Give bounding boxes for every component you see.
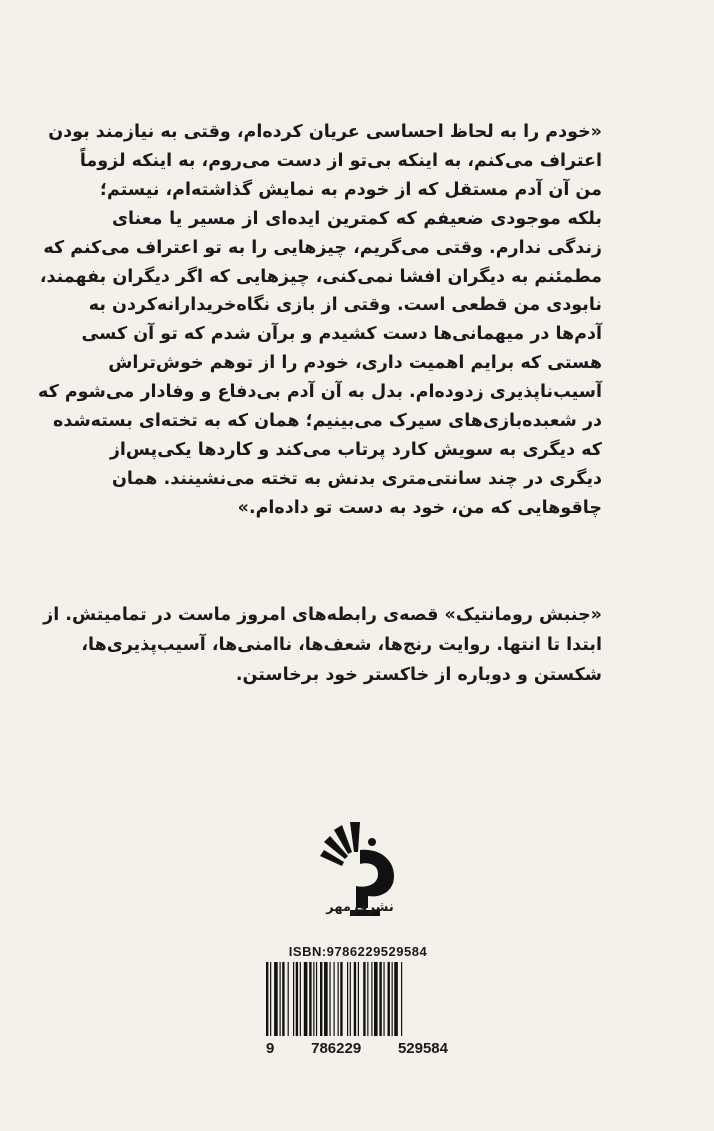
isbn-barcode xyxy=(262,962,452,1040)
barcode-bar xyxy=(316,962,317,1036)
barcode-digit-left: 9 xyxy=(266,1040,275,1057)
barcode-bar xyxy=(270,962,271,1036)
quote-line: چاقوهایی که من، خود به دست تو داده‌ام.» xyxy=(237,497,602,518)
barcode-bar xyxy=(340,962,342,1036)
barcode-bar xyxy=(309,962,311,1036)
quote-line: آسیب‌ناپذیری زدوده‌ام. بدل به آن آدم بی‌دفاع و وفادار می‌شوم که xyxy=(37,382,602,403)
barcode-bar xyxy=(371,962,372,1036)
barcode-bar xyxy=(266,962,268,1036)
barcode-bar xyxy=(392,962,393,1036)
barcode-bar xyxy=(296,962,298,1036)
quote-line: مطمئنم به دیگران افشا نمی‌کنی، چیزهایی که اگر دیگران بفهمند، xyxy=(39,266,602,287)
barcode-bar xyxy=(379,962,381,1036)
barcode-bar xyxy=(358,962,359,1036)
blurb-line: «جنبش رومانتیک» قصه‌ی رابطه‌های امروز ماست در تمامیتش. از xyxy=(43,605,602,625)
book-blurb xyxy=(43,600,602,690)
quote-line: «خودم را به لحاظ احساسی عریان کرده‌ام، وقتی به نیازمند بودن xyxy=(48,122,602,142)
barcode-bar xyxy=(293,962,294,1036)
quote-line: دیگری در چند سانتی‌متری بدنش به تخته می‌نشینند. همان xyxy=(112,468,602,489)
barcode-bar xyxy=(280,962,281,1036)
barcode-bar xyxy=(350,962,351,1036)
back-cover-quote xyxy=(37,118,602,523)
barcode-bar xyxy=(367,962,368,1036)
barcode-bar xyxy=(374,962,378,1036)
quote-line: آدم‌ها در میهمانی‌ها دست کشیدم و برآن شدم که تو آن کسی xyxy=(81,324,602,345)
quote-line: که دیگری به سویش کارد پرتاب می‌کند و کاردها یکی‌پس‌از xyxy=(109,439,602,460)
quote-line: زندگی ندارم. وقتی می‌گریم، چیزهایی را به تو اعتراف می‌کنم که xyxy=(43,237,602,258)
barcode-bar xyxy=(313,962,314,1036)
quote-line: من آن آدم مستقل که از خودم به نمایش گذاشته‌ام، نیستم؛ xyxy=(100,179,602,200)
barcode-bar xyxy=(383,962,384,1036)
barcode-bar xyxy=(401,962,402,1036)
barcode-bar xyxy=(363,962,365,1036)
barcode-bar xyxy=(288,962,289,1036)
barcode-bar xyxy=(354,962,356,1036)
blurb-line: شکستن و دوباره از خاکستر خود برخاستن. xyxy=(235,665,602,685)
barcode-bar xyxy=(329,962,330,1036)
quote-line: هستی که برایم اهمیت داری، خودم را از توهم خوش‌تراش xyxy=(108,353,602,374)
barcode-bar xyxy=(300,962,301,1036)
barcode-bar xyxy=(324,962,328,1036)
quote-line: اعتراف می‌کنم، به اینکه بی‌تو از دست می‌روم، به اینکه لزوماً xyxy=(79,150,602,171)
barcode-bar xyxy=(388,962,390,1036)
barcode-bar xyxy=(338,962,339,1036)
quote-line: در شعبده‌بازی‌های سیرک می‌بینیم؛ همان که به تخته‌ای بسته‌شده xyxy=(53,411,602,432)
barcode-bar xyxy=(334,962,335,1036)
barcode-bar xyxy=(394,962,398,1036)
barcode-bar xyxy=(347,962,348,1036)
quote-line: بلکه موجودی ضعیفم که کمترین ایده‌ای از مسیر یا معنای xyxy=(112,208,602,229)
barcode-bar xyxy=(304,962,308,1036)
barcode-digits xyxy=(262,1040,452,1057)
barcode-digits-mid: 786229 xyxy=(311,1040,362,1057)
barcode-bar xyxy=(282,962,284,1036)
quote-line: نابودی من قطعی است. وقتی از بازی نگاه‌خریدارانه‌کردن به xyxy=(88,295,602,316)
blurb-line: ابتدا تا انتها. روایت رنج‌ها، شعف‌ها، ناامنی‌ها، آسیب‌پذیری‌ها، xyxy=(81,635,602,655)
barcode-digits-right: 529584 xyxy=(397,1040,448,1057)
barcode-bar xyxy=(274,962,278,1036)
isbn-label: ISBN:9786229529584 xyxy=(288,944,428,959)
barcode-bar xyxy=(320,962,322,1036)
publisher-name: نشرفرمهر xyxy=(326,900,394,915)
